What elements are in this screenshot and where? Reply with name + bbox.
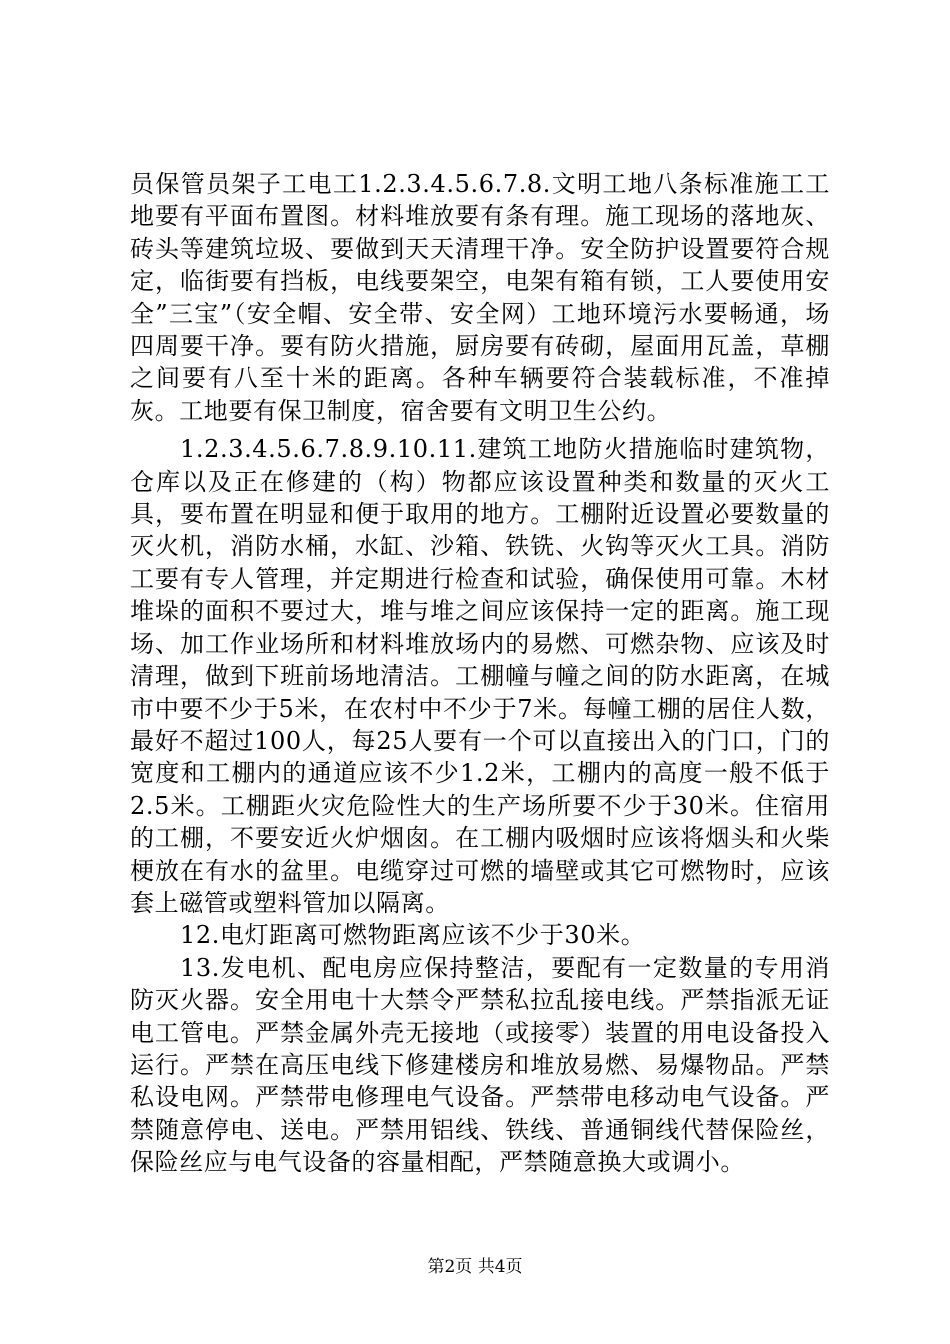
page-number-footer: 第2页 共4页 [427, 1257, 523, 1277]
paragraph-lamp-distance: 12.电灯距离可燃物距离应该不少于30米。 [180, 921, 646, 950]
paragraph-fire-measures: 1.2.3.4.5.6.7.8.9.10.11.建筑工地防火措施临时建筑物，仓库以及正在修建的（构）物都应该设置种类和数量的灭火工具，要布置在明显和便于取用的地方。工棚附近设置必要数量的灭火机，消防水桶，水缸、沙箱、铁铣、火钩等灭火工具。消防工要有专人管理，并定期进行检查和试验，确保使用可靠。木材堆垛的面积不要过大，堆与堆之间应该保持一定的距离。施工现场、加工作业场所和材料堆放场内的易燃、可燃杂物、应该及时清理，做到下班前场地清洁。工棚幢与幢之间的防水距离，在城市中要不少于5米，在农村中不少于7米。每幢工棚的居住人数，最好不超过100人，每25人要有一个可以直接出入的门口，门的宽度和工棚内的通道应该不少1.2米，工棚内的高度一般不低于2.5米。工棚距火灾危险性大的生产场所要不少于30米。住宿用的工棚，不要安近火炉烟囱。在工棚内吸烟时应该将烟头和火柴梗放在有水的盆里。电缆穿过可燃的墙壁或其它可燃物时，应该套上磁管或塑料管加以隔离。 [130, 435, 830, 917]
document-body [130, 168, 830, 1179]
paragraph-electrical-rules: 13.发电机、配电房应保持整洁，要配有一定数量的专用消防灭火器。安全用电十大禁令严禁私拉乱接电线。严禁指派无证电工管电。严禁金属外壳无接地（或接零）装置的用电设备投入运行。严禁在高压电线下修建楼房和堆放易燃、易爆物品。严禁私设电网。严禁带电修理电气设备。严禁带电移动电气设备。严禁随意停电、送电。严禁用铝线、铁线、普通铜线代替保险丝，保险丝应与电气设备的容量相配，严禁随意换大或调小。 [130, 953, 830, 1177]
paragraph-site-standards: 员保管员架子工电工1.2.3.4.5.6.7.8.文明工地八条标准施工工地要有平面布置图。材料堆放要有条有理。施工现场的落地灰、砖头等建筑垃圾、要做到天天清理干净。安全防护设置要符合规定，临街要有挡板，电线要架空，电架有箱有锁，工人要使用安全”三宝”（安全帽、安全带、安全网）工地环境污水要畅通，场四周要干净。要有防火措施，厨房要有砖砌，屋面用瓦盖，草棚之间要有八至十米的距离。各种车辆要符合装载标准，不准掉灰。工地要有保卫制度，宿舍要有文明卫生公约。 [130, 170, 830, 425]
